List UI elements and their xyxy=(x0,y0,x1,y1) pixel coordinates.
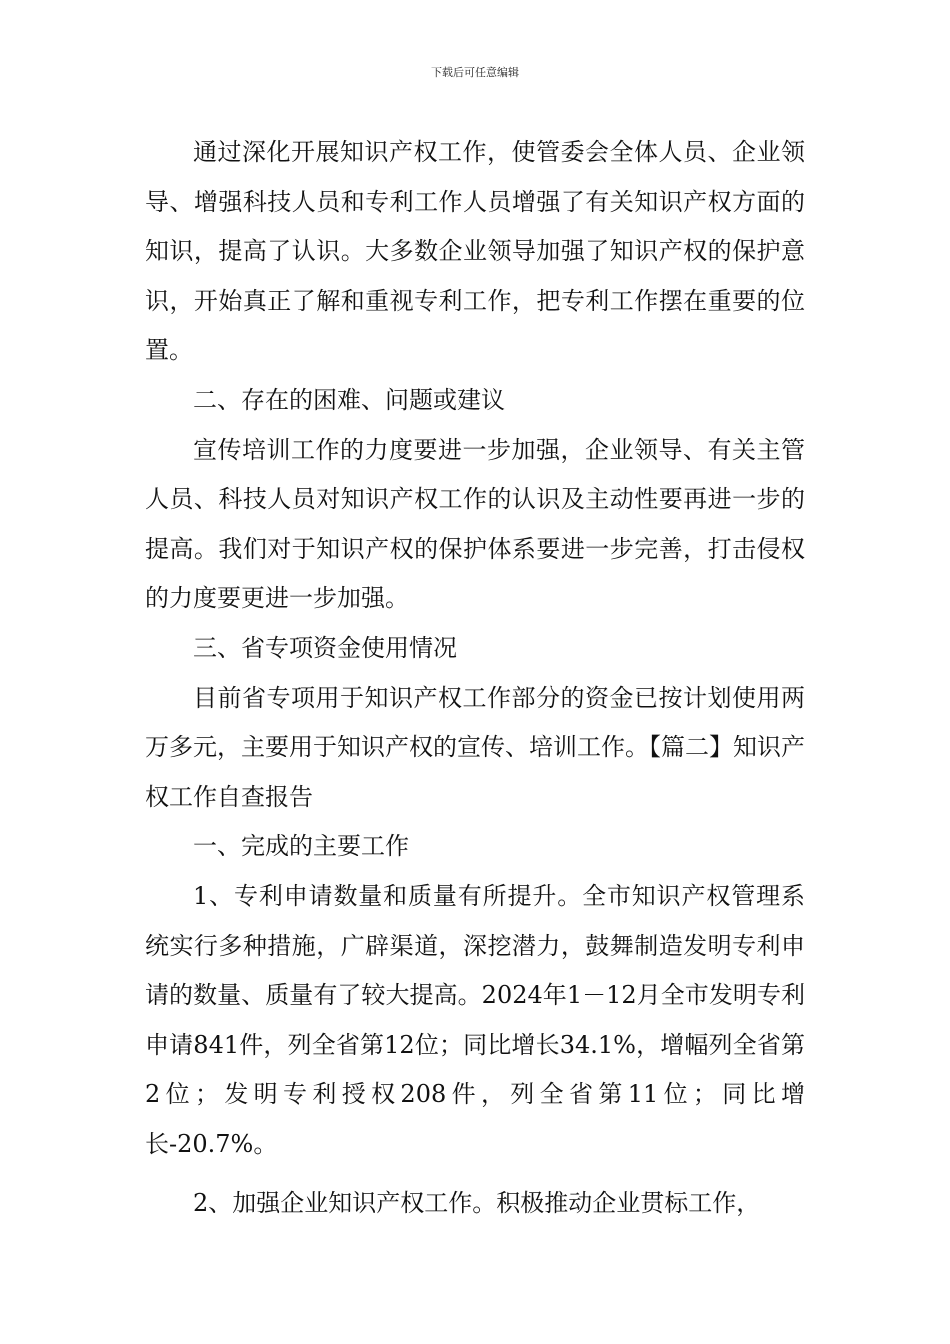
heading-funds: 三、省专项资金使用情况 xyxy=(193,633,457,662)
document-body xyxy=(145,128,805,1229)
paragraph-achievement: 通过深化开展知识产权工作，使管委会全体人员、企业领导、增强科技人员和专利工作人员增强了有关知识产权方面的知识，提高了认识。大多数企业领导加强了知识产权的保护意识，开始真正了解和重视专利工作，把专利工作摆在重要的位置。 xyxy=(145,138,805,365)
paragraph-difficulties: 宣传培训工作的力度要进一步加强，企业领导、有关主管人员、科技人员对知识产权工作的认识及主动性要再进一步的提高。我们对于知识产权的保护体系要进一步完善，打击侵权的力度要更进一步加强。 xyxy=(145,435,805,613)
page-header: 下载后可任意编辑 xyxy=(431,66,519,79)
paragraph-funds: 目前省专项用于知识产权工作部分的资金已按计划使用两万多元，主要用于知识产权的宣传、培训工作。【篇二】知识产权工作自查报告 xyxy=(145,683,805,811)
paragraph-patent-applications: 1、专利申请数量和质量有所提升。全市知识产权管理系统实行多种措施，广辟渠道，深挖潜力，鼓舞制造发明专利申请的数量、质量有了较大提高。2024年1－12月全市发明专利申请841件，列全省第12位；同比增长34.1%，增幅列全省第2位；发明专利授权208件，列全省第11位；同比增长-20.7%。 xyxy=(145,881,805,1158)
heading-difficulties: 二、存在的困难、问题或建议 xyxy=(193,385,505,414)
heading-main-work: 一、完成的主要工作 xyxy=(193,832,409,861)
paragraph-enterprise-work: 2、加强企业知识产权工作。积极推动企业贯标工作， xyxy=(193,1189,761,1218)
